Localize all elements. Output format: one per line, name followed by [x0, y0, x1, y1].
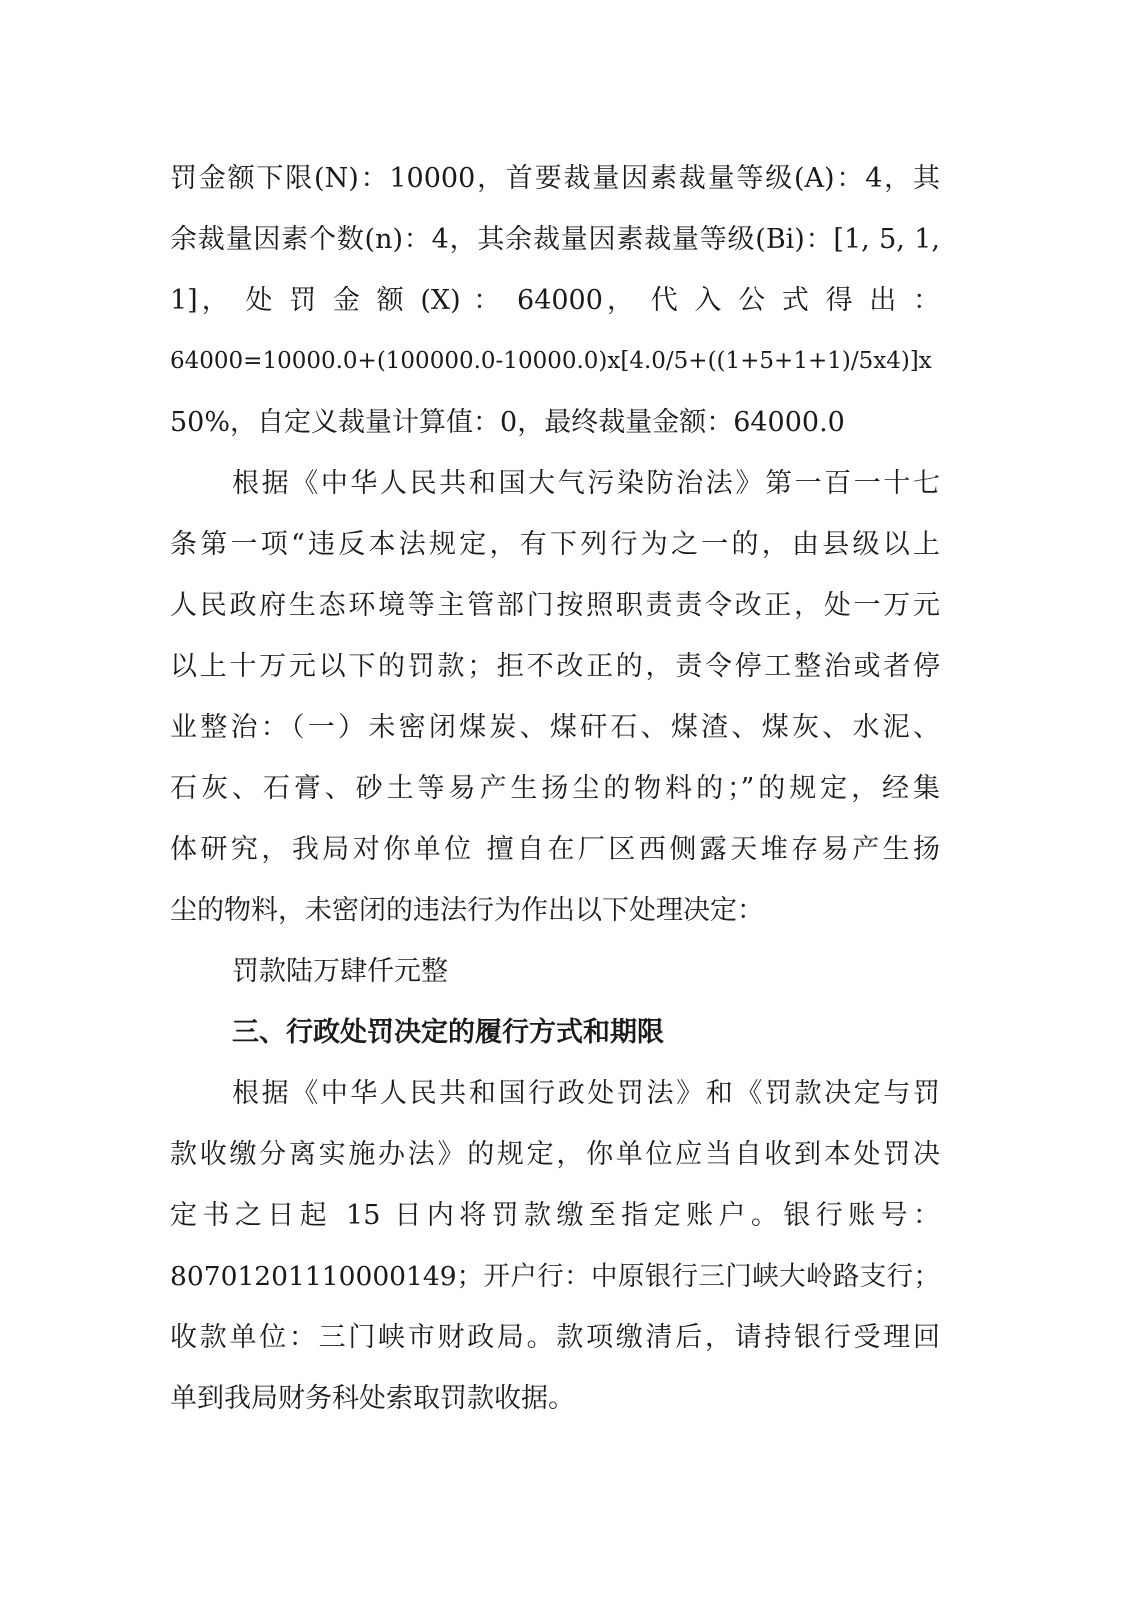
paragraph-line: 定书之日起 15 日内将罚款缴至指定账户。银行账号： [170, 1200, 940, 1231]
paragraph-line: 80701201110000149；开户行：中原银行三门峡大岭路支行； [170, 1261, 940, 1292]
paragraph-line: 1]， 处 罚 金 额 (X) ： 64000， 代 入 公 式 得 出 ： [170, 285, 940, 316]
paragraph-line: 以上十万元以下的罚款；拒不改正的，责令停工整治或者停 [170, 651, 940, 682]
penalty-amount-line: 罚款陆万肆仟元整 [232, 956, 448, 987]
paragraph-line: 余裁量因素个数(n)：4，其余裁量因素裁量等级(Bi)：[1, 5, 1, [170, 224, 940, 255]
paragraph-line: 罚金额下限(N)：10000，首要裁量因素裁量等级(A)：4，其 [170, 163, 940, 194]
paragraph-line: 收款单位：三门峡市财政局。款项缴清后，请持银行受理回 [170, 1322, 940, 1353]
paragraph-line: 尘的物料，未密闭的违法行为作出以下处理决定： [170, 895, 764, 926]
paragraph-line: 体研究，我局对你单位 擅自在厂区西侧露天堆存易产生扬 [170, 834, 940, 865]
paragraph-line: 款收缴分离实施办法》的规定，你单位应当自收到本处罚决 [170, 1139, 940, 1170]
paragraph-line: 条第一项“违反本法规定，有下列行为之一的，由县级以上 [170, 529, 940, 560]
section-heading: 三、行政处罚决定的履行方式和期限 [232, 1017, 664, 1048]
paragraph-line: 单到我局财务科处索取罚款收据。 [170, 1383, 575, 1414]
paragraph-line: 根据《中华人民共和国行政处罚法》和《罚款决定与罚 [232, 1078, 940, 1109]
paragraph-line: 石灰、石膏、砂土等易产生扬尘的物料的；”的规定，经集 [170, 773, 940, 804]
paragraph-line: 业整治：（一）未密闭煤炭、煤矸石、煤渣、煤灰、水泥、 [170, 712, 940, 743]
paragraph-line: 根据《中华人民共和国大气污染防治法》第一百一十七 [232, 468, 940, 499]
paragraph-line: 50%，自定义裁量计算值：0，最终裁量金额：64000.0 [170, 407, 845, 438]
paragraph-line: 64000=10000.0+(100000.0-10000.0)x[4.0/5+((1+5+1+1)/5x4)]x [170, 348, 932, 374]
document-page [170, 148, 940, 1429]
paragraph-line: 人民政府生态环境等主管部门按照职责责令改正，处一万元 [170, 590, 940, 621]
